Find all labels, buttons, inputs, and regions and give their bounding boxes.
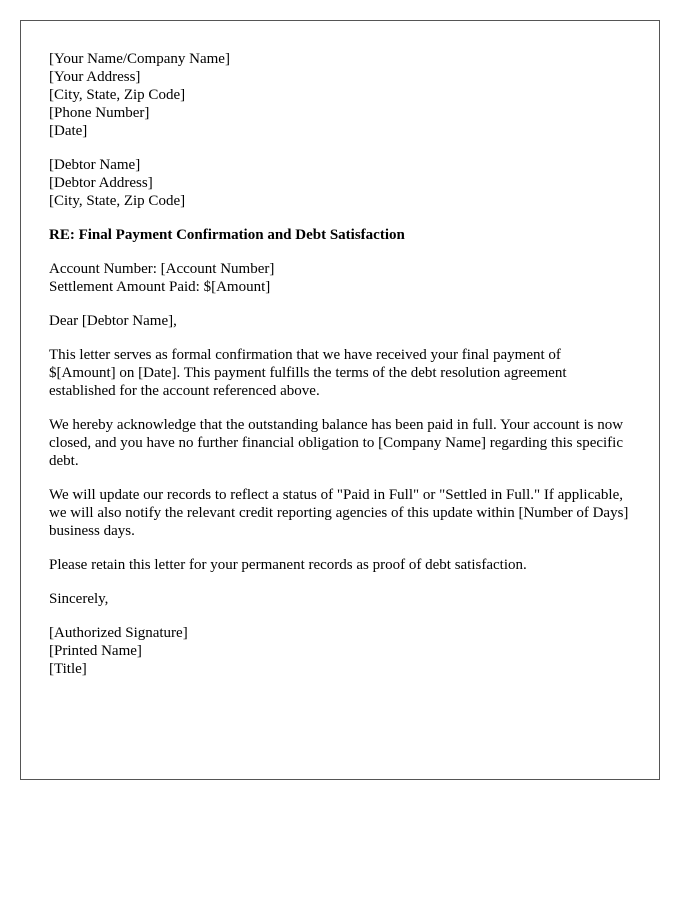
recipient-name: [Debtor Name] (49, 157, 141, 173)
authorized-signature: [Authorized Signature] (49, 625, 188, 641)
body-paragraph-records-update: We will update our records to reflect a status of "Paid in Full" or "Settled in Full." If applicable, we will also notify the relevant credit reporting agencies of this update within [Number of Days] business days. (49, 487, 629, 539)
sender-city-state-zip: [City, State, Zip Code] (49, 87, 186, 103)
signature-block (49, 624, 631, 678)
closing: Sincerely, (49, 591, 109, 607)
letter-document (20, 20, 660, 780)
sender-phone: [Phone Number] (49, 105, 150, 121)
body-paragraph-confirmation: This letter serves as formal confirmation that we have received your final payment of $[Amount] on [Date]. This payment fulfills the terms of the debt resolution agreement established for the account referenced above. (49, 347, 567, 399)
signer-title: [Title] (49, 661, 87, 677)
sender-name: [Your Name/Company Name] (49, 51, 230, 67)
body-paragraph-acknowledgement: We hereby acknowledge that the outstanding balance has been paid in full. Your account is now closed, and you have no further financial obligation to [Company Name] regarding this specific debt. (49, 417, 624, 469)
letter-date: [Date] (49, 123, 88, 139)
recipient-city-state-zip: [City, State, Zip Code] (49, 193, 186, 209)
sender-block (49, 50, 631, 140)
recipient-address: [Debtor Address] (49, 175, 153, 191)
account-number: Account Number: [Account Number] (49, 261, 275, 277)
sender-address: [Your Address] (49, 69, 141, 85)
printed-name: [Printed Name] (49, 643, 142, 659)
salutation: Dear [Debtor Name], (49, 313, 177, 329)
subject-line: RE: Final Payment Confirmation and Debt Satisfaction (49, 227, 405, 243)
settlement-amount: Settlement Amount Paid: $[Amount] (49, 279, 271, 295)
account-block (49, 260, 631, 296)
recipient-block (49, 156, 631, 210)
body-paragraph-retain: Please retain this letter for your permanent records as proof of debt satisfaction. (49, 557, 527, 573)
